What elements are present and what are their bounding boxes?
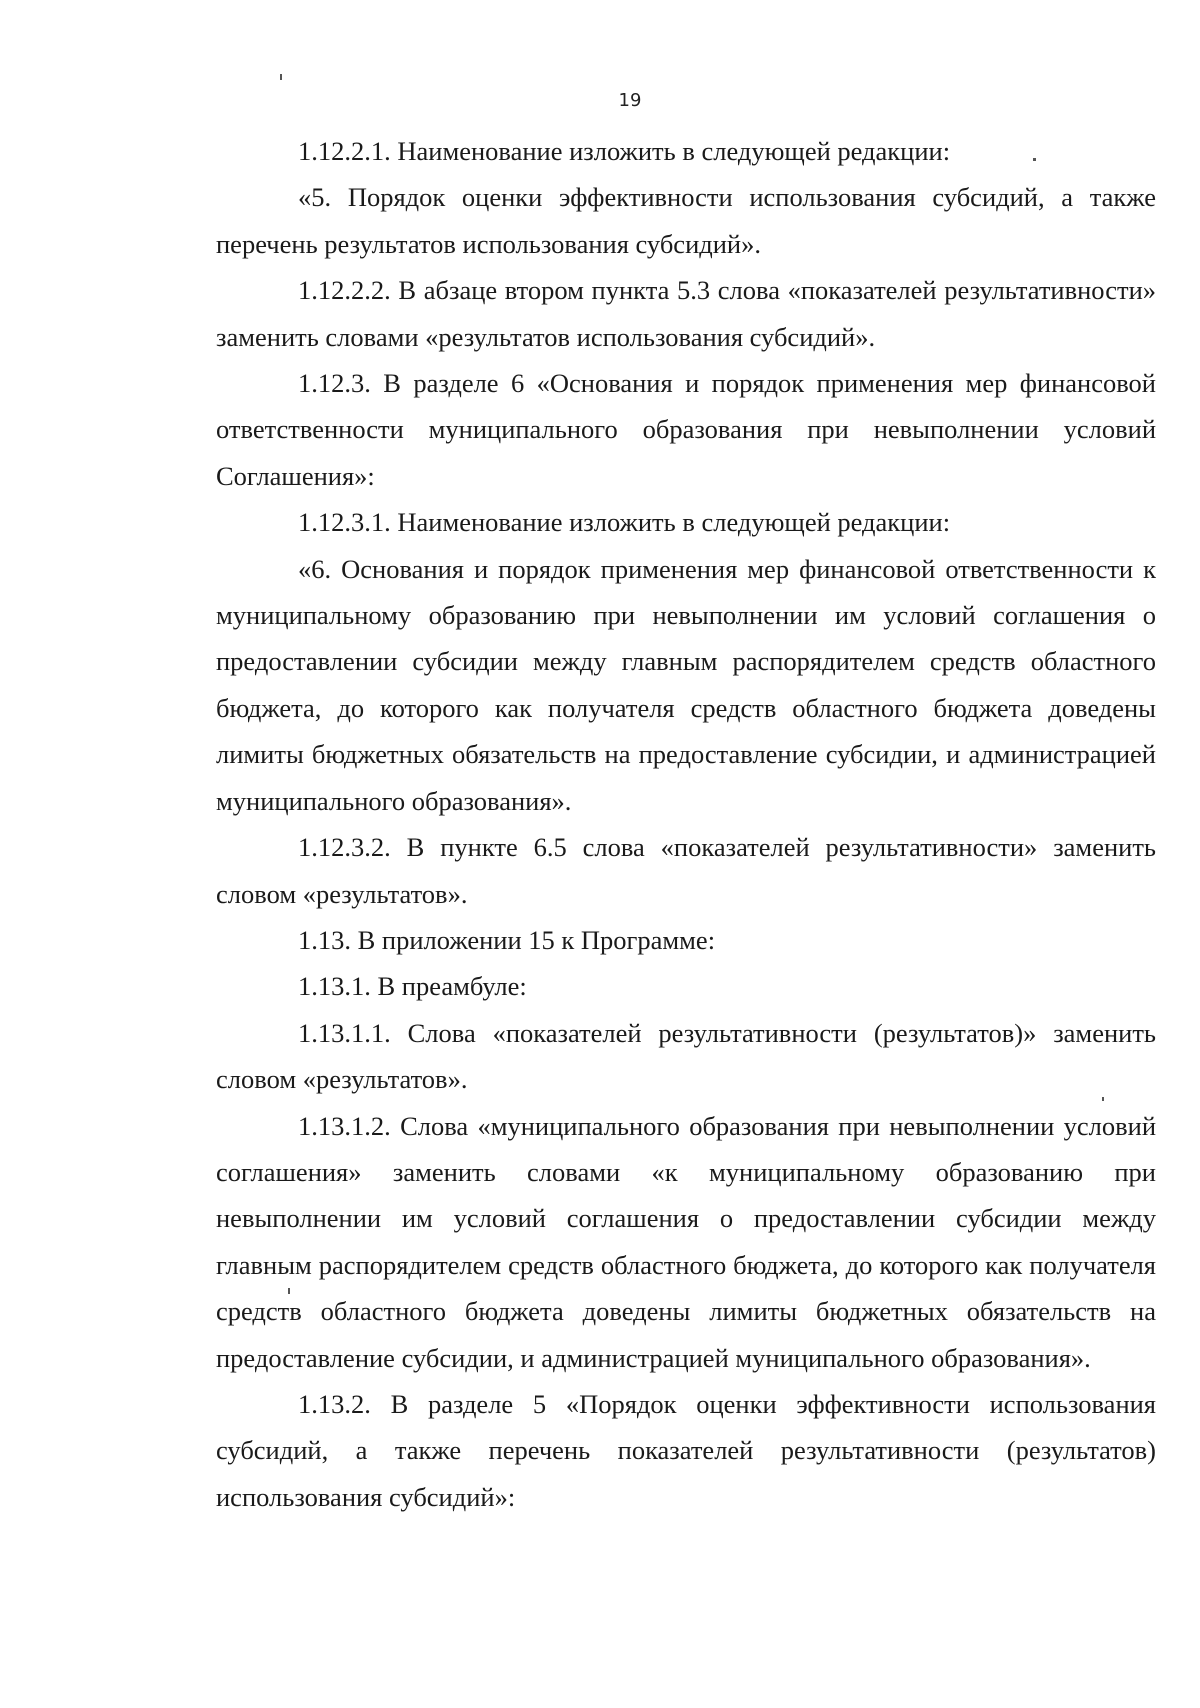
- paragraph: 1.12.2.2. В абзаце втором пункта 5.3 слова «показателей результативности» заменить словами «результатов использования субсидий».: [216, 275, 1156, 352]
- paragraph: «6. Основания и порядок применения мер финансовой ответственности к муниципальному образованию при невыполнении им условий соглашения о предоставлении субсидии между главным распорядителем средств областного бюджета, до которого как получателя средств областного бюджета доведены лимиты бюджетных обязательств на предоставление субсидии, и администрацией муниципального образования».: [216, 553, 1156, 816]
- paragraph: 1.13. В приложении 15 к Программе:: [298, 924, 716, 955]
- paragraph: 1.12.2.1. Наименование изложить в следующей редакции:: [298, 136, 951, 166]
- paragraph: 1.12.3.1. Наименование изложить в следующей редакции:: [298, 507, 951, 538]
- paragraph: 1.12.3. В разделе 6 «Основания и порядок применения мер финансовой ответственности муниципального образования при невыполнении условий Соглашения»:: [216, 368, 1156, 491]
- paragraph: «5. Порядок оценки эффективности использования субсидий, а также перечень результатов использования субсидий».: [216, 182, 1156, 259]
- paragraph: 1.12.3.2. В пункте 6.5 слова «показателей результативности» заменить словом «результатов».: [216, 832, 1156, 909]
- page-number: 19: [618, 90, 642, 111]
- paragraph: 1.13.1.1. Слова «показателей результативности (результатов)» заменить словом «результатов».: [216, 1017, 1156, 1095]
- document-body: [216, 128, 1156, 1520]
- paragraph: 1.13.1.2. Слова «муниципального образования при невыполнении условий соглашения» заменить словами «к муниципальному образованию при невыполнении им условий соглашения о предоставлении субсидии между главным распорядителем средств областного бюджета, до которого как получателя средств областного бюджета доведены лимиты бюджетных обязательств на предоставление субсидии, и администрацией муниципального образования».: [216, 1110, 1156, 1373]
- scan-speck: [280, 74, 282, 80]
- paragraph: 1.13.1. В преамбуле:: [298, 971, 527, 1002]
- paragraph: 1.13.2. В разделе 5 «Порядок оценки эффективности использования субсидий, а также перечень показателей результативности (результатов) использования субсидий»:: [216, 1388, 1156, 1512]
